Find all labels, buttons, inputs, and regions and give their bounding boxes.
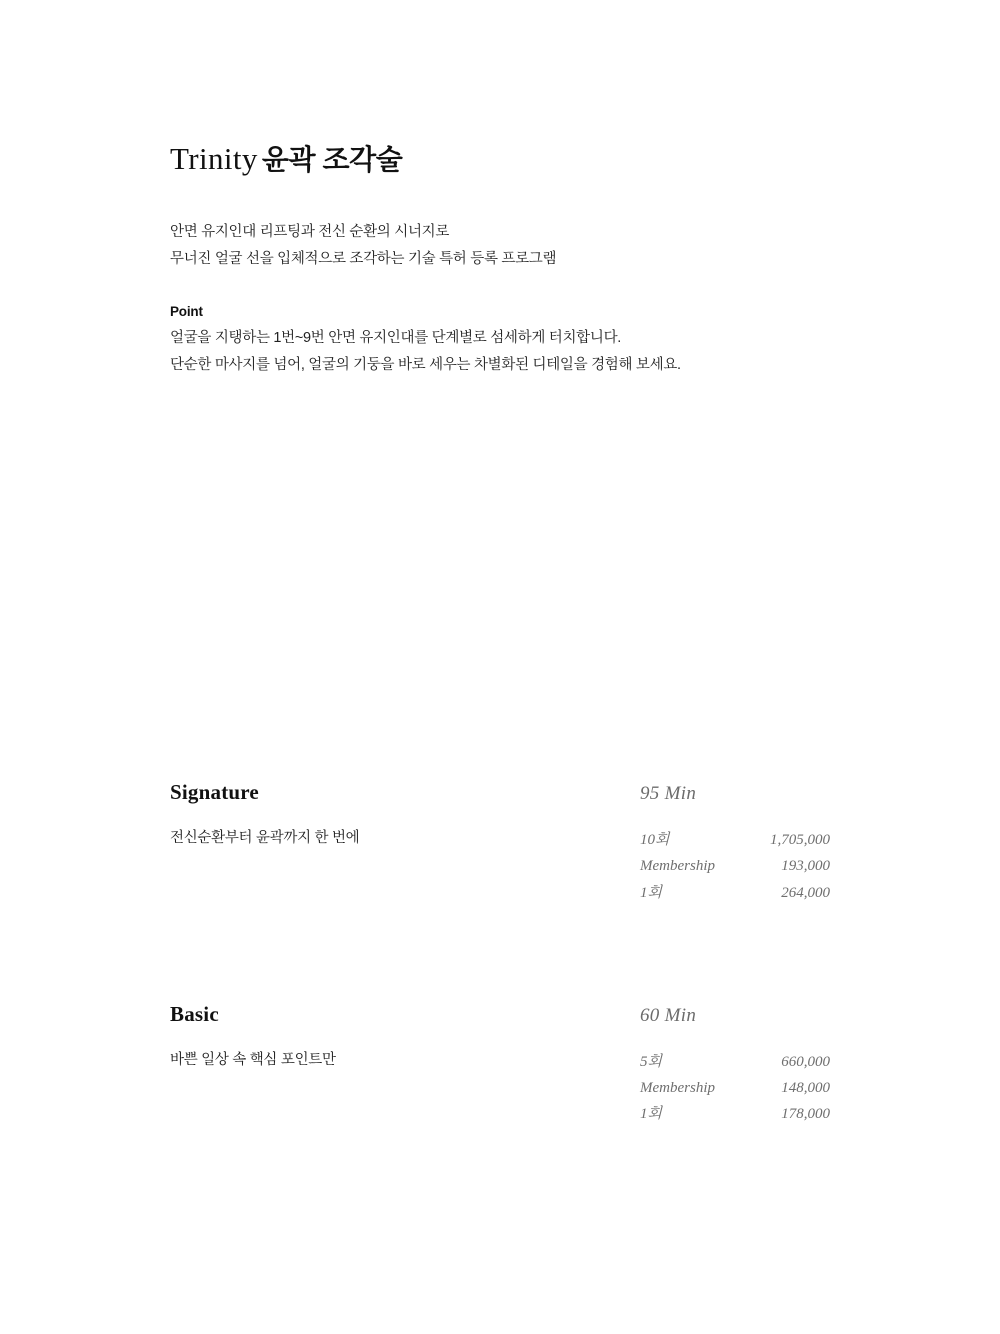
price-row	[640, 827, 830, 853]
price-row	[640, 853, 830, 879]
section-header	[170, 1002, 830, 1027]
page-title	[170, 140, 870, 179]
section-duration: 60 Min	[640, 1004, 697, 1026]
section-body	[170, 827, 830, 906]
price-menu	[170, 780, 830, 1128]
price-row	[640, 1101, 830, 1127]
price-value: 193,000	[781, 858, 830, 875]
price-value: 1,705,000	[770, 832, 830, 848]
program-header	[170, 140, 870, 379]
point-label: Point	[170, 304, 203, 320]
section-body	[170, 1049, 830, 1128]
section-description: 전신순환부터 윤곽까지 한 번에	[170, 830, 360, 846]
point-line-2: 단순한 마사지를 넘어, 얼굴의 기둥을 바로 세우는 차별화된 디테일을 경험해 보세요.	[170, 357, 681, 374]
section-description: 바쁜 일상 속 핵심 포인트만	[170, 1051, 336, 1068]
point-line-1: 얼굴을 지탱하는 1번~9번 안면 유지인대를 단계별로 섬세하게 터치합니다.	[170, 330, 622, 347]
page-title-korean: 윤곽 조각술	[261, 144, 403, 175]
price-label: Membership	[640, 1080, 715, 1096]
price-row	[640, 1049, 830, 1075]
menu-section-basic	[170, 1002, 830, 1128]
price-label: 1회	[640, 1106, 662, 1123]
price-table	[640, 827, 830, 906]
point-block	[170, 304, 870, 379]
price-label: 1회	[640, 884, 662, 901]
price-value: 178,000	[781, 1106, 830, 1123]
price-table	[640, 1049, 830, 1128]
program-lead	[170, 219, 870, 273]
price-row	[640, 1075, 830, 1101]
price-value: 264,000	[781, 884, 830, 901]
section-name: Basic	[170, 1001, 219, 1026]
price-label: Membership	[640, 858, 715, 875]
price-value: 148,000	[781, 1080, 830, 1096]
section-header	[170, 780, 830, 805]
page-title-english: Trinity	[170, 141, 258, 176]
price-row	[640, 880, 830, 906]
lead-line-2: 무너진 얼굴 선을 입체적으로 조각하는 기술 특허 등록 프로그램	[170, 250, 557, 267]
price-value: 660,000	[781, 1053, 830, 1070]
price-label: 5회	[640, 1053, 662, 1070]
menu-section-signature	[170, 780, 830, 906]
section-duration: 95 Min	[640, 783, 697, 804]
section-name: Signature	[170, 780, 259, 804]
lead-line-1: 안면 유지인대 리프팅과 전신 순환의 시너지로	[170, 223, 450, 240]
price-label: 10회	[640, 832, 670, 848]
